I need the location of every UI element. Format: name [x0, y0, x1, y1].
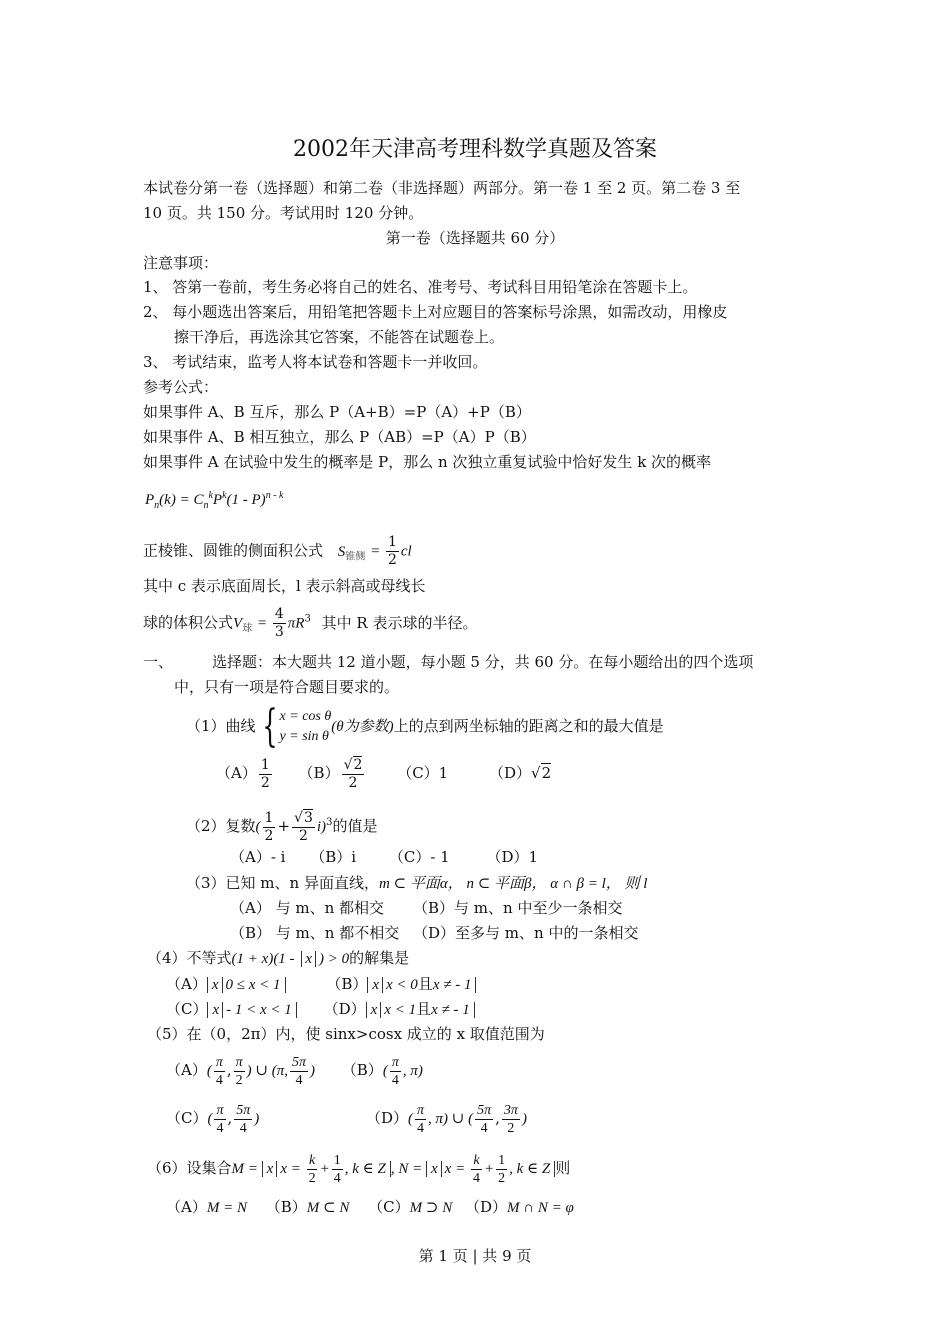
q4-option-a: （A） — [166, 975, 207, 993]
page-footer: 第 1 页 | 共 9 页 — [418, 1247, 532, 1265]
question-4-options-row-2: （C） x - 1 < x < 1 （D） x x < 1且x ≠ - 1 — [166, 999, 475, 1020]
question-2-options — [230, 847, 538, 867]
formulas-heading: 参考公式： — [143, 378, 219, 396]
sphere-note: 其中 R 表示球的半径。 — [321, 613, 478, 632]
q2-option-a: （A）- i — [230, 848, 286, 866]
question-2: （2）复数( $\frac{1}{2}$ + $\frac{√3}{2}$ i)$^3$的值是 — [186, 809, 378, 844]
q2-option-d: （D）1 — [486, 848, 539, 866]
page-title: 2002年天津高考理科数学真题及答案 — [293, 137, 657, 162]
q3-option-b: （B）与 m、n 中至少一条相交 — [413, 899, 623, 917]
question-3: （3）已知 m、n 异面直线，m ⊂ 平面α， n ⊂ 平面β， α ∩ β = l， 则 l — [186, 874, 648, 892]
q1-option-d: （D） — [489, 764, 532, 782]
section-heading: 第一卷（选择题共 60 分） — [385, 229, 565, 247]
question-6-options: （A）M = N （B）M ⊂ N （C）M ⊃ N （D）M ∩ N = φ — [166, 1198, 574, 1216]
question-4-options-row-1: （A） x 0 ≤ x < 1 （B） x x < 0且x ≠ - 1 — [166, 974, 476, 995]
q4-option-d: （D） — [323, 1000, 366, 1018]
note-item-2: 2、 每小题选出答案后，用铅笔把答题卡上对应题目的答案标号涂黑，如需改动，用橡皮 — [143, 303, 728, 321]
formula-lateral: 正棱锥、圆锥的侧面积公式 $S_{锥侧}$ = $\frac{1}{2}$ cl — [143, 534, 412, 568]
intro-line-1: 本试卷分第一卷（选择题）和第二卷（非选择题）两部分。第一卷 1 至 2 页。第二卷 3 至 — [143, 179, 741, 197]
question-4: （4）不等式(1 + x)(1 - x ) > 0的解集是 — [147, 949, 410, 967]
part-intro-line-1: 选择题：本大题共 12 道小题，每小题 5 分，共 60 分。在每小题给出的四个选项 — [212, 653, 754, 671]
q3-option-a: （A） 与 m、n 都相交 — [230, 899, 385, 917]
q4-option-b: （B） — [326, 975, 368, 993]
intro-line-2: 10 页。共 150 分。考试用时 120 分钟。 — [143, 204, 424, 222]
part-intro-line-2: 中，只有一项是符合题目要求的。 — [174, 678, 400, 696]
q5-option-c: （C） — [166, 1109, 208, 1127]
question-5-options-row-2: （C）( $\frac{\pi}{4}$ , $\frac{5\pi}{4}$ ) — [166, 1102, 260, 1136]
q1-option-a: （A） — [216, 764, 257, 782]
q3-option-d: （D）至多与 m、n 中的一条相交 — [413, 924, 639, 942]
q6-option-d: （D） — [464, 1198, 508, 1216]
formula-mutex: 如果事件 A、B 互斥，那么 P（A+B）=P（A）+P（B） — [143, 403, 531, 421]
q5-option-a: （A） — [166, 1061, 207, 1079]
q1-option-c: （C）1 — [397, 764, 449, 782]
note-item-2-cont: 擦干净后，再选涂其它答案，不能答在试题卷上。 — [174, 328, 505, 346]
q6-option-c: （C） — [368, 1198, 410, 1216]
sphere-text: 球的体积公式 — [143, 613, 234, 632]
sphere-subscript: 球 — [242, 623, 253, 635]
formula-bernoulli-text: 如果事件 A 在试验中发生的概率是 P，那么 n 次独立重复试验中恰好发生 k 次的概率 — [143, 453, 712, 471]
q1-option-b: （B） — [298, 764, 340, 782]
lateral-subscript: 锥侧 — [345, 551, 366, 563]
q2-option-b: （B）i — [310, 848, 357, 866]
question-5-options-row-1: （A）( $\frac{\pi}{4}$ , $\frac{\pi}{2}$ ) ∪ (π, $\frac{5\pi}{4}$ ) （B）( $\frac{\pi}{4}$ , π) — [166, 1054, 423, 1088]
question-5: （5）在（0，2π）内，使 sinx>cosx 成立的 x 取值范围为 — [147, 1025, 545, 1043]
q6-option-b: （B） — [265, 1198, 307, 1216]
formula-bernoulli: $P_n(k) = C_n^kP^k(1 - P)^{n - k}$ — [145, 490, 284, 511]
notes-heading: 注意事项： — [143, 254, 219, 272]
q6-option-a: （A） — [166, 1198, 207, 1216]
question-1-options: （A） $\frac{1}{2}$ （B） $\frac{√2}{2}$ （C）1 （D）√2 — [216, 756, 552, 791]
note-item-1: 1、 答第一卷前，考生务必将自己的姓名、准考号、考试科目用铅笔涂在答题卡上。 — [143, 278, 698, 296]
part-number: 一、 — [143, 653, 174, 671]
q2-option-c: （C）- 1 — [388, 848, 450, 866]
formula-lateral-note: 其中 c 表示底面周长，l 表示斜高或母线长 — [143, 577, 426, 595]
q4-option-c: （C） — [166, 1000, 208, 1018]
note-item-3: 3、 考试结束，监考人将本试卷和答题卡一并收回。 — [143, 353, 488, 371]
question-6: （6）设集合M = x x = $\frac{k}{2}$ + $\frac{1}{4}$ , k ∈ Z , N = x x = $\frac{k}{4}$ + $\frac{1}{2}$ , k ∈ Z 则 — [147, 1153, 571, 1187]
q3-option-c: （B） 与 m、n 都不相交 — [230, 924, 400, 942]
q5-option-d: （D） — [366, 1109, 409, 1127]
lateral-text: 正棱锥、圆锥的侧面积公式 — [143, 541, 324, 560]
question-5-option-d: （D）( $\frac{\pi}{4}$ , π) ∪ ( $\frac{5\pi}{4}$ , $\frac{3\pi}{2}$ ) — [366, 1102, 527, 1136]
formula-sphere: 球的体积公式$V_球$ = $\frac{4}{3}$ $\pi R^3$ 其中 R 表示球的半径。 — [143, 606, 478, 640]
question-1: （1）曲线 { x = cos θ y = sin θ (θ为参数)上的点到两坐标轴的距离之和的最大值是 — [186, 701, 664, 752]
formula-independent: 如果事件 A、B 相互独立，那么 P（AB）=P（A）P（B） — [143, 428, 536, 446]
q5-option-b: （B） — [341, 1061, 383, 1079]
